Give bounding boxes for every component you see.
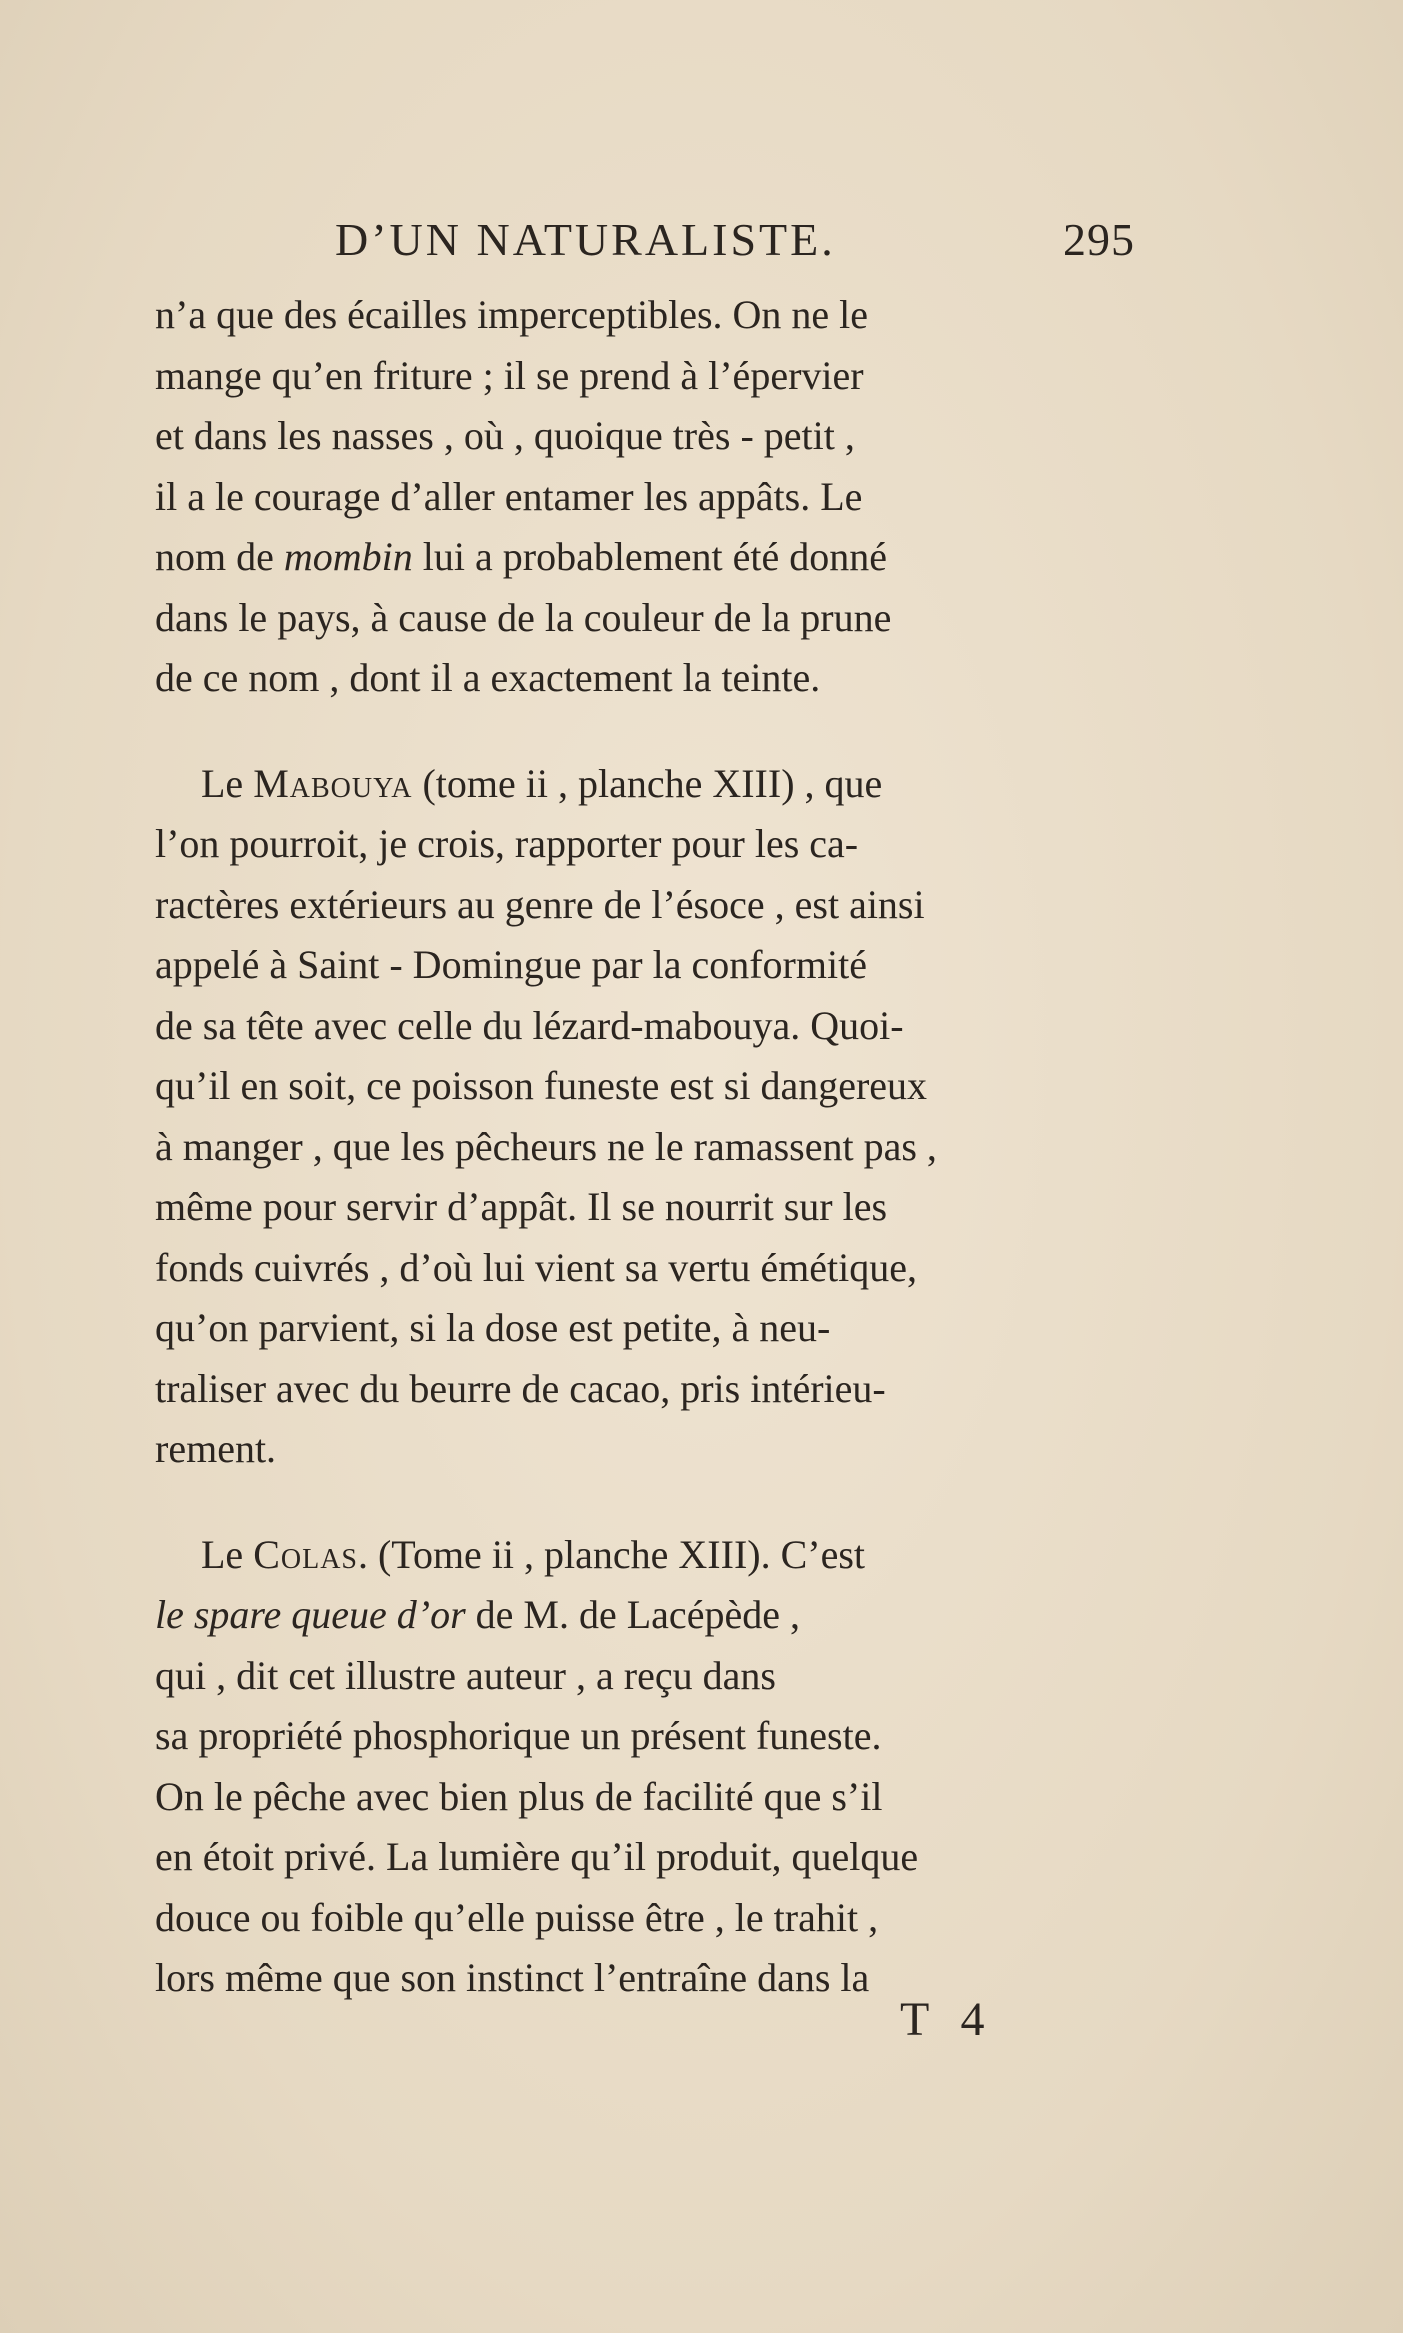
text-line: appelé à Saint - Domingue par la conformité bbox=[155, 942, 867, 987]
text-line bbox=[155, 527, 1135, 588]
text-line: et dans les nasses , où , quoique très - petit , bbox=[155, 413, 855, 458]
signature-mark: T 4 bbox=[900, 1993, 995, 2046]
text-line: qu’il en soit, ce poisson funeste est si dangereux bbox=[155, 1063, 928, 1108]
text-run: nom de bbox=[155, 534, 284, 579]
text-line: de ce nom , dont il a exactement la teinte. bbox=[155, 655, 821, 700]
text-run: Le bbox=[201, 760, 254, 806]
text-line: douce ou foible qu’elle puisse être , le trahit , bbox=[155, 1894, 879, 1940]
text-line: l’on pourroit, je crois, rapporter pour les ca- bbox=[155, 821, 859, 866]
text-line: rement. bbox=[155, 1426, 277, 1471]
text-run: de M. de Lacépède , bbox=[465, 1592, 800, 1637]
running-head bbox=[155, 205, 1135, 275]
text-line: mange qu’en friture ; il se prend à l’épervier bbox=[155, 352, 864, 398]
text-run: Le bbox=[201, 1531, 254, 1577]
italic-term-spare-queue-d-or: le spare queue d’or bbox=[155, 1592, 466, 1637]
text-run: lui a probablement été donné bbox=[412, 534, 888, 579]
text-line: à manger , que les pêcheurs ne le ramassent pas , bbox=[155, 1123, 937, 1169]
text-line bbox=[155, 754, 1135, 815]
text-line: de sa tête avec celle du lézard-mabouya. Quoi- bbox=[155, 1002, 904, 1048]
text-line: qui , dit cet illustre auteur , a reçu dans bbox=[155, 1652, 776, 1698]
page-number: 295 bbox=[1063, 214, 1135, 265]
text-line: lors même que son instinct l’entraîne dans la bbox=[155, 1955, 870, 2000]
text-line: On le pêche avec bien plus de facilité que s’il bbox=[155, 1773, 883, 1819]
text-line: même pour servir d’appât. Il se nourrit sur les bbox=[155, 1184, 888, 1229]
text-line bbox=[155, 1525, 1135, 1586]
small-caps-term-colas: Colas bbox=[253, 1531, 358, 1577]
text-line: ractères extérieurs au genre de l’ésoce , est ainsi bbox=[155, 881, 925, 927]
text-line: n’a que des écailles imperceptibles. On ne le bbox=[155, 292, 869, 337]
text-line: sa propriété phosphorique un présent funeste. bbox=[155, 1713, 882, 1758]
text-line: en étoit privé. La lumière qu’il produit, quelque bbox=[155, 1834, 919, 1879]
body-text bbox=[155, 285, 1135, 2009]
text-run: . (Tome ii , planche XIII). C’est bbox=[357, 1531, 866, 1577]
text-line: qu’on parvient, si la dose est petite, à neu- bbox=[155, 1305, 831, 1350]
text-line: traliser avec du beurre de cacao, pris intérieu- bbox=[155, 1365, 886, 1411]
running-title: D’UN NATURALISTE. bbox=[335, 214, 836, 265]
text-line: il a le courage d’aller entamer les appâts. Le bbox=[155, 473, 863, 519]
text-line bbox=[155, 1585, 1135, 1646]
small-caps-term-mabouya: Mabouya bbox=[253, 760, 413, 806]
italic-term-mombin: mombin bbox=[283, 534, 413, 579]
text-line: dans le pays, à cause de la couleur de la prune bbox=[155, 594, 892, 640]
text-line: fonds cuivrés , d’où lui vient sa vertu émétique, bbox=[155, 1244, 918, 1290]
text-run: (tome ii , planche XIII) , que bbox=[412, 760, 883, 806]
